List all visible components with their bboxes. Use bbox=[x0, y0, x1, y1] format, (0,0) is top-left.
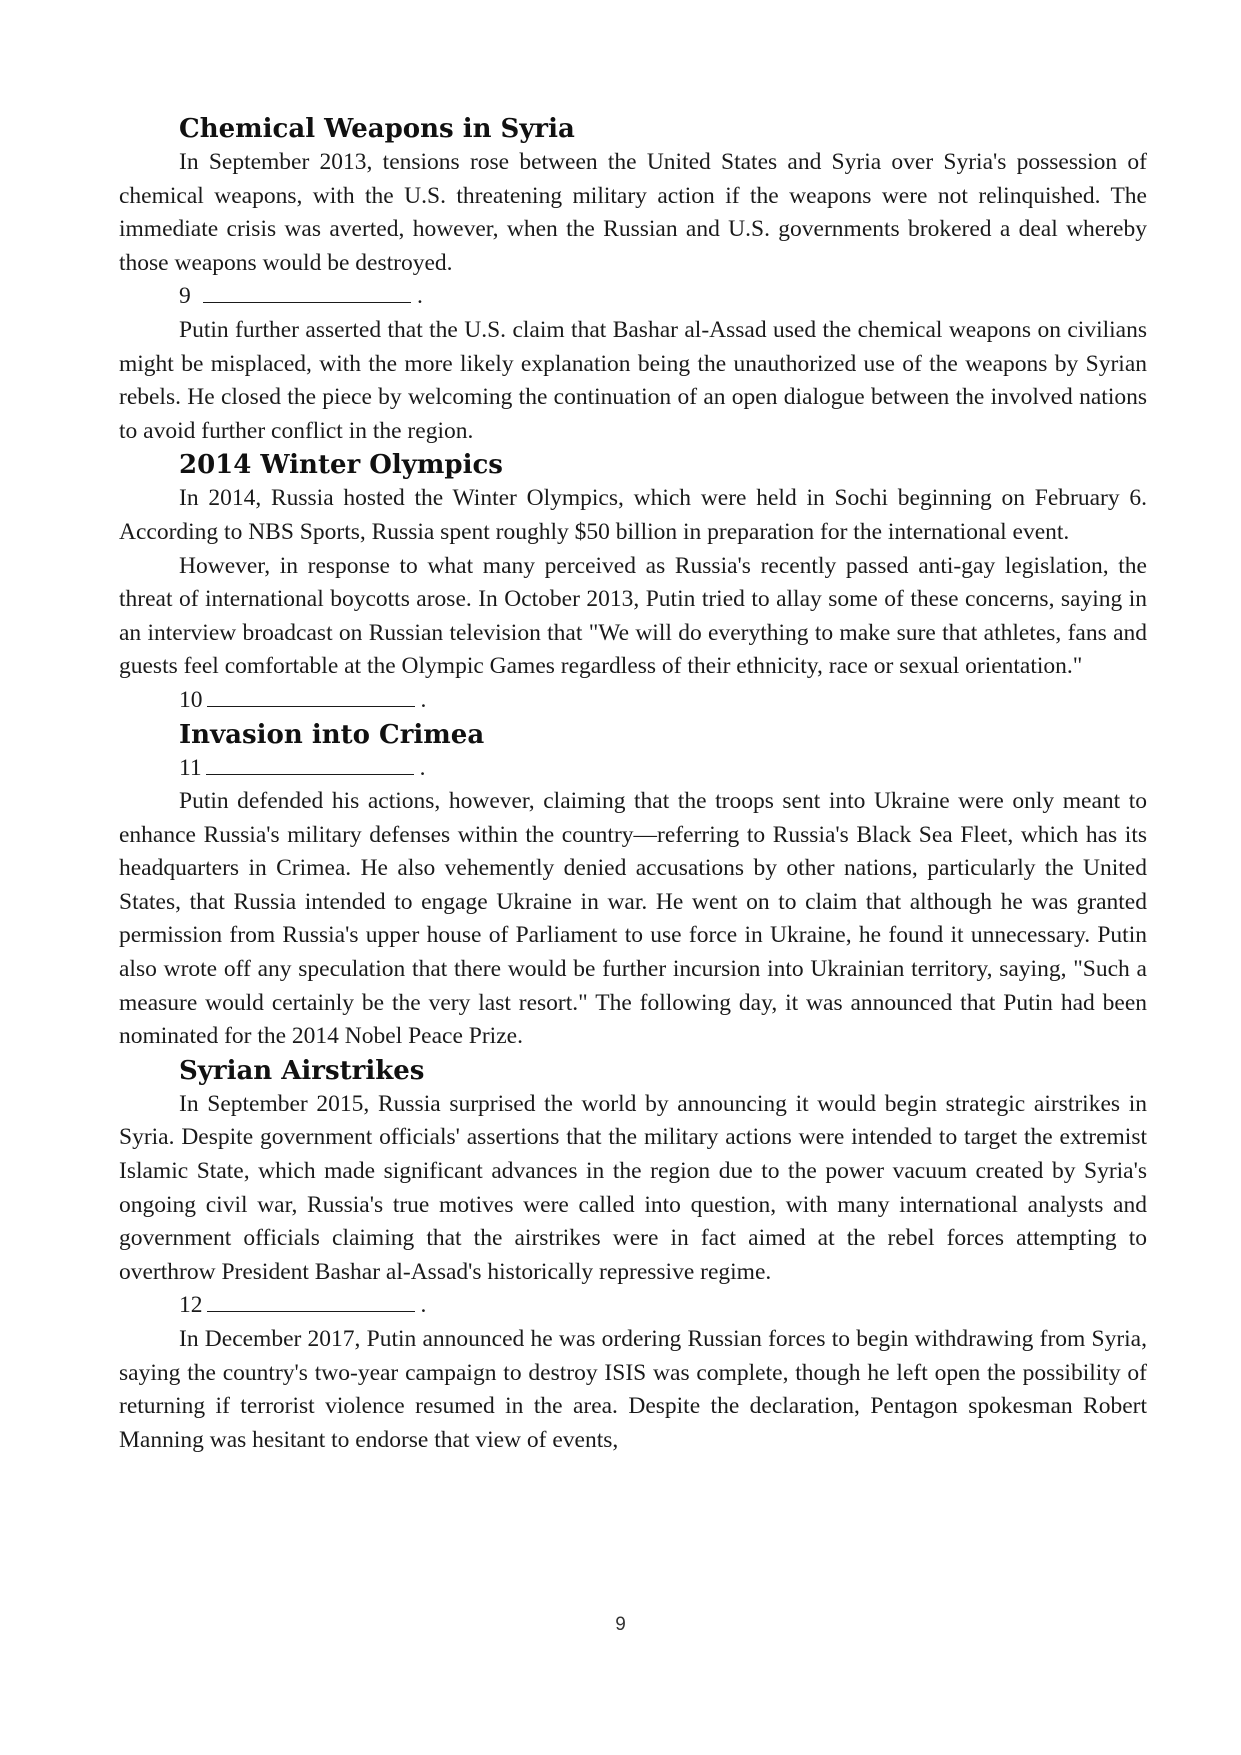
blank-line[interactable] bbox=[203, 301, 411, 303]
section-heading: Invasion into Crimea bbox=[179, 719, 485, 750]
blank-period: . bbox=[419, 754, 426, 781]
blank-line[interactable] bbox=[207, 1310, 415, 1312]
paragraph: In December 2017, Putin announced he was ordering Russian forces to begin withdrawing from Syria, saying the country's two-year campaign to destroy ISIS was complete, though he left open the possibility of returning if terrorist violence resumed in the area. Despite the declaration, Pentagon spokesman Robert Manning was hesitant to endorse that view of events, bbox=[119, 1326, 1147, 1453]
blank-period: . bbox=[417, 283, 423, 310]
blank-period: . bbox=[420, 1292, 427, 1319]
fill-in-blank bbox=[179, 280, 1147, 314]
paragraph: In September 2015, Russia surprised the world by announcing it would begin strategic airstrikes in Syria. Despite government officials' assertions that the military actions were intended to target the extremist Islamic State, which made significant advances in the region due to the power vacuum created by Syria's ongoing civil war, Russia's true motives were called into question, with many international analysts and government officials claiming that the airstrikes were in fact aimed at the rebel forces attempting to overthrow President Bashar al-Assad's historically repressive regime. bbox=[119, 1090, 1147, 1285]
paragraph: Putin further asserted that the U.S. claim that Bashar al-Assad used the chemical weapons on civilians might be misplaced, with the more likely explanation being the unauthorized use of the weapons by Syrian rebels. He closed the piece by welcoming the continuation of an open dialogue between the involved nations to avoid further conflict in the region. bbox=[119, 316, 1147, 444]
paragraph: In 2014, Russia hosted the Winter Olympics, which were held in Sochi beginning on February 6. According to NBS Sports, Russia spent roughly $50 billion in preparation for the international event. bbox=[119, 485, 1147, 545]
page-content bbox=[119, 112, 1147, 1457]
page-number: 9 bbox=[615, 1614, 626, 1635]
paragraph: In September 2013, tensions rose between the United States and Syria over Syria's possession of chemical weapons, with the U.S. threatening military action if the weapons were not relinquished. The immediate crisis was averted, however, when the Russian and U.S. governments brokered a deal whereby those weapons would be destroyed. bbox=[119, 149, 1147, 276]
blank-number: 12 bbox=[179, 1292, 203, 1319]
fill-in-blank bbox=[179, 1289, 1147, 1323]
blank-line[interactable] bbox=[206, 773, 414, 775]
blank-number: 11 bbox=[179, 754, 202, 781]
blank-line[interactable] bbox=[207, 705, 415, 707]
blank-number: 10 bbox=[179, 686, 203, 713]
section-heading: Syrian Airstrikes bbox=[179, 1055, 425, 1086]
blank-number: 9 bbox=[179, 283, 191, 310]
fill-in-blank bbox=[179, 684, 1147, 718]
paragraph: However, in response to what many perceived as Russia's recently passed anti-gay legislation, the threat of international boycotts arose. In October 2013, Putin tried to allay some of these concerns, saying in an interview broadcast on Russian television that "We will do everything to make sure that athletes, fans and guests feel comfortable at the Olympic Games regardless of their ethnicity, race or sexual orientation." bbox=[119, 552, 1147, 680]
fill-in-blank bbox=[179, 752, 1147, 786]
section-heading: Chemical Weapons in Syria bbox=[179, 114, 575, 144]
section-heading: 2014 Winter Olympics bbox=[179, 450, 503, 481]
paragraph: Putin defended his actions, however, claiming that the troops sent into Ukraine were only meant to enhance Russia's military defenses within the country—referring to Russia's Black Sea Fleet, which has its headquarters in Crimea. He also vehemently denied accusations by other nations, particularly the United States, that Russia intended to engage Ukraine in war. He went on to claim that although he was granted permission from Russia's upper house of Parliament to use force in Ukraine, he found it unnecessary. Putin also wrote off any speculation that there would be further incursion into Ukrainian territory, saying, "Such a measure would certainly be the very last resort." The following day, it was announced that Putin had been nominated for the 2014 Nobel Peace Prize. bbox=[119, 788, 1147, 1050]
blank-period: . bbox=[420, 686, 427, 713]
